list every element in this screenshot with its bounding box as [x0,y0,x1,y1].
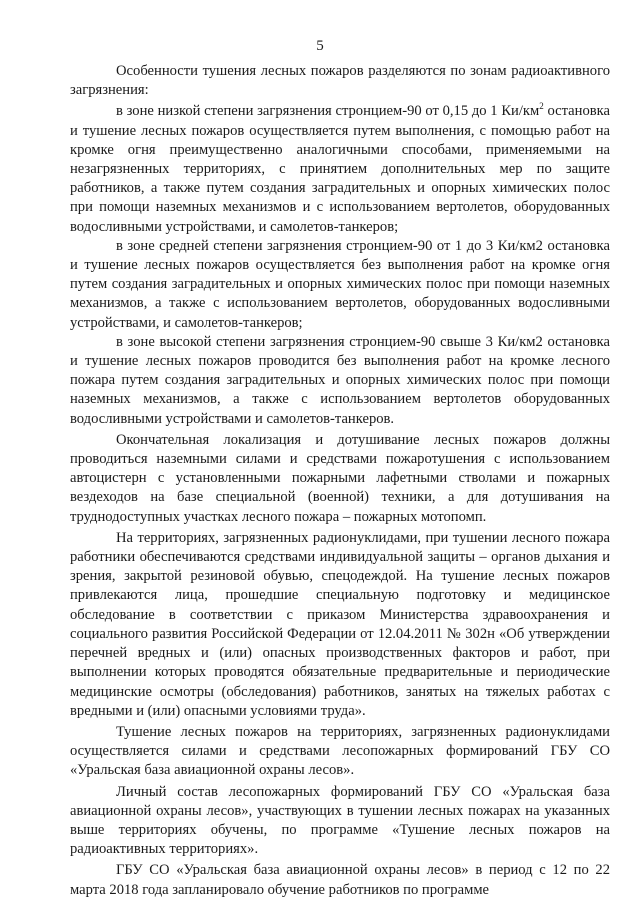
paragraph-personnel: Личный состав лесопожарных формирований ГБУ СО «Уральская база авиационной охраны лесов», участвующих в тушении лесных пожарах на указанных выше территориях обучены, по программе «Тушение лесных пожаров на радиоактивных территориях». [70,783,610,858]
page-number: 5 [316,38,324,54]
paragraph-intro: Особенности тушения лесных пожаров разделяются по зонам радиоактивного загрязнения: [70,63,610,99]
paragraph-forces: Тушение лесных пожаров на территориях, загрязненных радионуклидами осуществляется силами и средствами лесопожарных формирований ГБУ СО «Уральская база авиационной охраны лесов». [70,723,610,779]
paragraph-medium-zone: в зоне средней степени загрязнения стронцием-90 от 1 до 3 Ки/км2 остановка и тушение лесных пожаров осуществляется без выполнения работ на кромке огня путем создания заградительных и опорных химических полос при помощи наземных механизмов, а также с использованием вертолетов, оборудованных водосливными устройствами, и самолетов-танкеров; [70,237,610,331]
paragraph-low-zone [70,102,610,236]
superscript-two: 2 [539,101,544,112]
paragraph-high-zone: в зоне высокой степени загрязнения стронцием-90 свыше 3 Ки/км2 остановка и тушение лесных пожаров проводится без выполнения работ на кромке лесного пожара путем создания заградительных и опорных химических полос при помощи наземных механизмов, а также с использованием вертолетов оборудованных водосливными устройствами и самолетов-танкеров. [70,333,610,427]
paragraph-low-zone-tail: остановка и тушение лесных пожаров осуществляется путем выполнения, с помощью работ на кромке огня преимущественно аналогичными способами, применяемыми на незагрязненных территориях, с принятием дополнительных мер по защите работников, а также путем создания заградительных и опорных химических полос при помощи наземных механизмов и с использованием вертолетов, оборудованных водосливными устройствами, и самолетов-танкеров; [70,103,611,235]
paragraph-protection: На территориях, загрязненных радионуклидами, при тушении лесного пожара работники обеспечиваются средствами индивидуальной защиты – органов дыхания и зрения, закрытой резиновой обувью, спецодеждой. На тушение лесных пожаров привлекаются лица, прошедшие специальную подготовку и медицинское обследование в соответствии с приказом Министерства здравоохранения и социального развития Российской Федерации от 12.04.2011 № 302н «Об утверждении перечней вредных и (или) опасных производственных факторов и работ, при выполнении которых проводятся обязательные предварительные и периодические медицинские осмотры (обследования) работников, занятых на тяжелых работах с вредными и (или) опасными условиями труда». [70,529,610,719]
paragraph-low-zone-text: в зоне низкой степени загрязнения стронцием-90 от 0,15 до 1 Ки/км [116,103,540,120]
paragraph-training: ГБУ СО «Уральская база авиационной охраны лесов» в период с 12 по 22 марта 2018 года запланировало обучение работников по программе [70,862,610,898]
document-body [70,62,610,902]
paragraph-final-localization: Окончательная локализация и дотушивание лесных пожаров должны проводиться наземными силами и средствами пожаротушения с использованием автоцистерн с установленными пожарными лафетными стволами и пожарных вездеходов на базе специальной (военной) техники, а для дотушивания на труднодоступных участках лесного пожара – пожарных мотопомп. [70,431,610,525]
